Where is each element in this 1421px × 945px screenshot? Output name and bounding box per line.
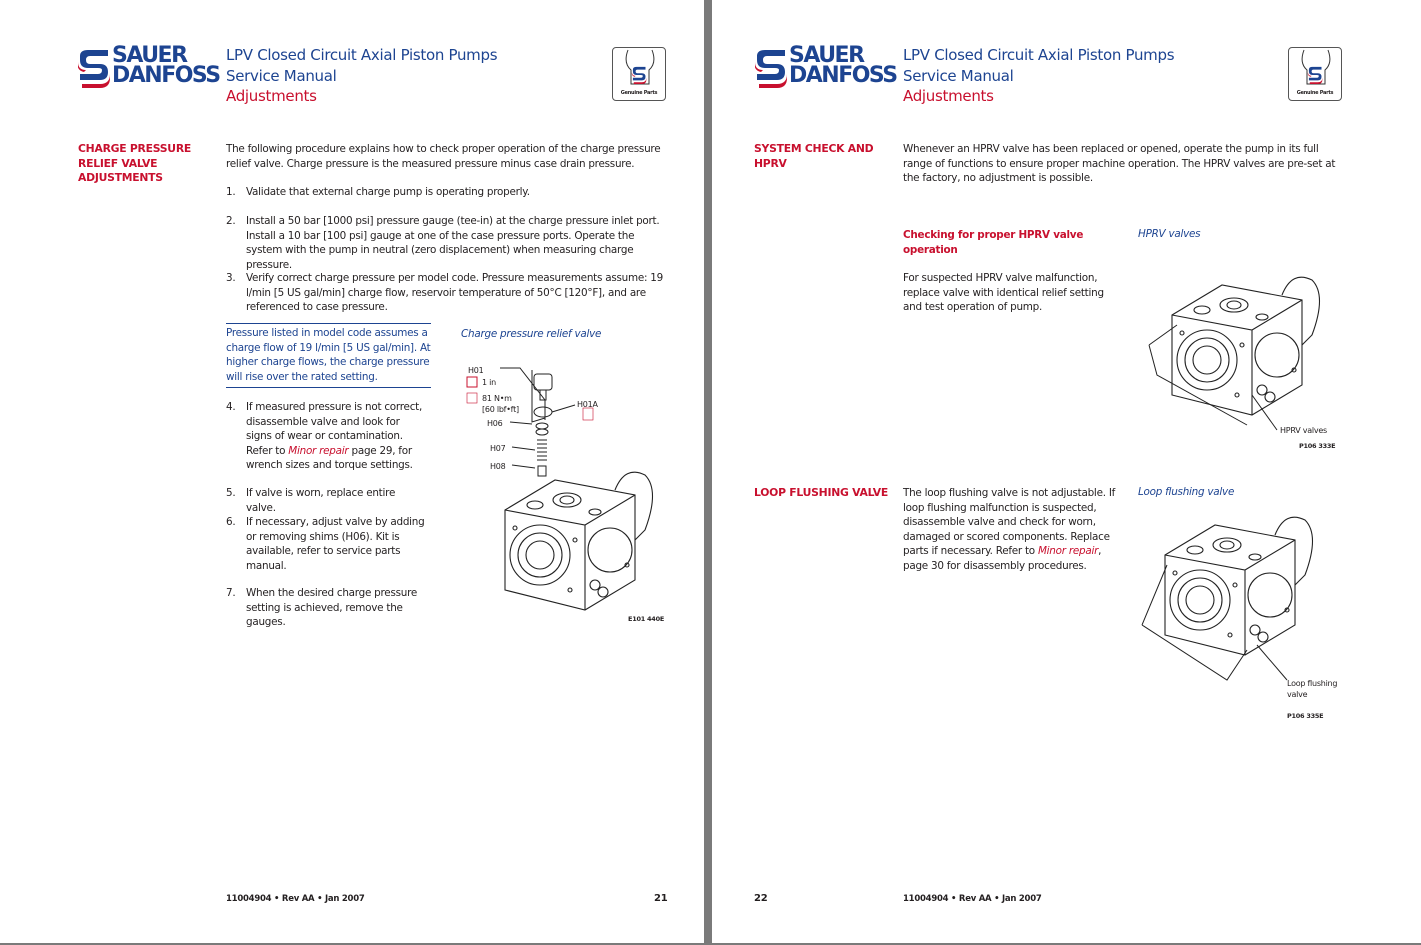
logo-text-danfoss: DANFOSS bbox=[789, 63, 897, 88]
label-h07: H07 bbox=[490, 444, 506, 453]
label-hprv-valves: HPRV valves bbox=[1280, 426, 1327, 435]
figure-code-loop-flushing: P106 335E bbox=[1287, 712, 1324, 720]
page-21 bbox=[0, 0, 704, 943]
label-valve: valve bbox=[1287, 690, 1308, 699]
section-title: CHARGE PRESSURE RELIEF VALVE ADJUSTMENTS bbox=[78, 142, 192, 184]
footer: 11004904 • Rev AA • Jan 2007 bbox=[903, 894, 1042, 904]
genuine-parts-badge: Genuine Parts bbox=[1288, 47, 1342, 101]
doc-subtitle: Service Manual bbox=[226, 66, 337, 85]
label-wrench-size: 1 in bbox=[482, 378, 496, 387]
intro-text: The following procedure explains how to check proper operation of the charge pressure relief valve. Charge pressure is the measured pressure minus case drain pressure. bbox=[226, 143, 661, 170]
step-2: 2. Install a 50 bar [1000 psi] pressure gauge (tee-in) at the charge pressure inlet port. Install a 10 bar [100 psi] gauge at one of the case pressure ports. Operate the system with the pump in neutral (zero displacement) when measuring charge pressure. bbox=[226, 215, 660, 271]
doc-title: LPV Closed Circuit Axial Piston Pumps bbox=[226, 46, 498, 64]
section-title-system-check: SYSTEM CHECK AND HPRV bbox=[754, 142, 874, 170]
page-header bbox=[226, 45, 497, 107]
label-loop-flushing: Loop flushing bbox=[1287, 679, 1338, 688]
label-h08: H08 bbox=[490, 462, 506, 471]
step-1: 1. Validate that external charge pump is operating properly. bbox=[226, 186, 530, 198]
hprv-text: For suspected HPRV valve malfunction, replace valve with identical relief setting and test operation of pump. bbox=[903, 272, 1104, 313]
page-number: 22 bbox=[754, 893, 768, 904]
figure-code: E101 440E bbox=[628, 615, 665, 623]
charge-relief-valve-illustration bbox=[460, 360, 680, 650]
system-check-text: Whenever an HPRV valve has been replaced or opened, operate the pump in its full range of functions to ensure proper machine operation. The HPRV valves are pre-set at the factory, no adjustment is possible. bbox=[903, 143, 1336, 184]
label-h01a: H01A bbox=[577, 400, 598, 409]
genuine-parts-badge: Genuine Parts bbox=[612, 47, 666, 101]
step-7: 7. When the desired charge pressure setting is achieved, remove the gauges. bbox=[226, 587, 418, 628]
minor-repair-link[interactable]: Minor repair bbox=[288, 444, 349, 457]
section-title-loop-flushing: LOOP FLUSHING VALVE bbox=[754, 486, 889, 499]
chapter-title: Adjustments bbox=[226, 87, 317, 105]
logo-text-danfoss: DANFOSS bbox=[112, 63, 220, 88]
minor-repair-link[interactable]: Minor repair bbox=[1037, 545, 1099, 557]
figure-caption-hprv: HPRV valves bbox=[1138, 228, 1201, 240]
label-torque: 81 N•m bbox=[482, 394, 512, 403]
figure-code-hprv: P106 333E bbox=[1299, 442, 1336, 450]
page-header: LPV Closed Circuit Axial Piston Pumps Service Manual Adjustments bbox=[903, 46, 1175, 105]
note-box: Pressure listed in model code assumes a charge flow of 19 l/min [5 US gal/min]. At higher charge flows, the charge pressure will rise over the rated setting. bbox=[226, 323, 431, 388]
logo-text-sauer: SAUER bbox=[112, 43, 187, 68]
loop-flushing-text: The loop flushing valve is not adjustable. If loop flushing malfunction is suspected, disassemble valve and check for worn, damaged or scored components. Replace parts if necessary. Refer to Minor repair, page 30 for disassembly procedures. bbox=[903, 487, 1116, 572]
page-number: 21 bbox=[654, 893, 668, 904]
label-h06: H06 bbox=[487, 419, 503, 428]
hprv-pump-illustration bbox=[1137, 255, 1347, 455]
step-5: 5. If valve is worn, replace entire valve. bbox=[226, 487, 396, 514]
subsection-title: Checking for proper HPRV valve operation bbox=[903, 229, 1084, 256]
footer: 11004904 • Rev AA • Jan 2007 bbox=[226, 894, 365, 904]
step-4: 4. If measured pressure is not correct, disassemble valve and look for signs of wear or contamination. Refer to Minor repair page 29, for wrench sizes and torque settings. bbox=[226, 401, 423, 471]
label-torque-imperial: [60 lbf•ft] bbox=[482, 405, 519, 414]
figure-caption: Charge pressure relief valve bbox=[461, 328, 602, 340]
figure-caption-loop-flushing: Loop flushing valve bbox=[1138, 486, 1235, 498]
step-3: 3. Verify correct charge pressure per model code. Pressure measurements assume: 19 l/min [5 US gal/min] charge flow, reservoir temperature of 50°C [120°F], and are referenced to case pressure. bbox=[226, 272, 664, 313]
label-h01: H01 bbox=[468, 366, 484, 375]
logo-text-sauer: SAUER bbox=[789, 43, 864, 68]
loop-flushing-pump-illustration bbox=[1137, 505, 1347, 705]
step-6: 6. If necessary, adjust valve by adding or removing shims (H06). Kit is available, refer to service parts manual. bbox=[226, 516, 425, 572]
page-22 bbox=[712, 0, 1421, 943]
